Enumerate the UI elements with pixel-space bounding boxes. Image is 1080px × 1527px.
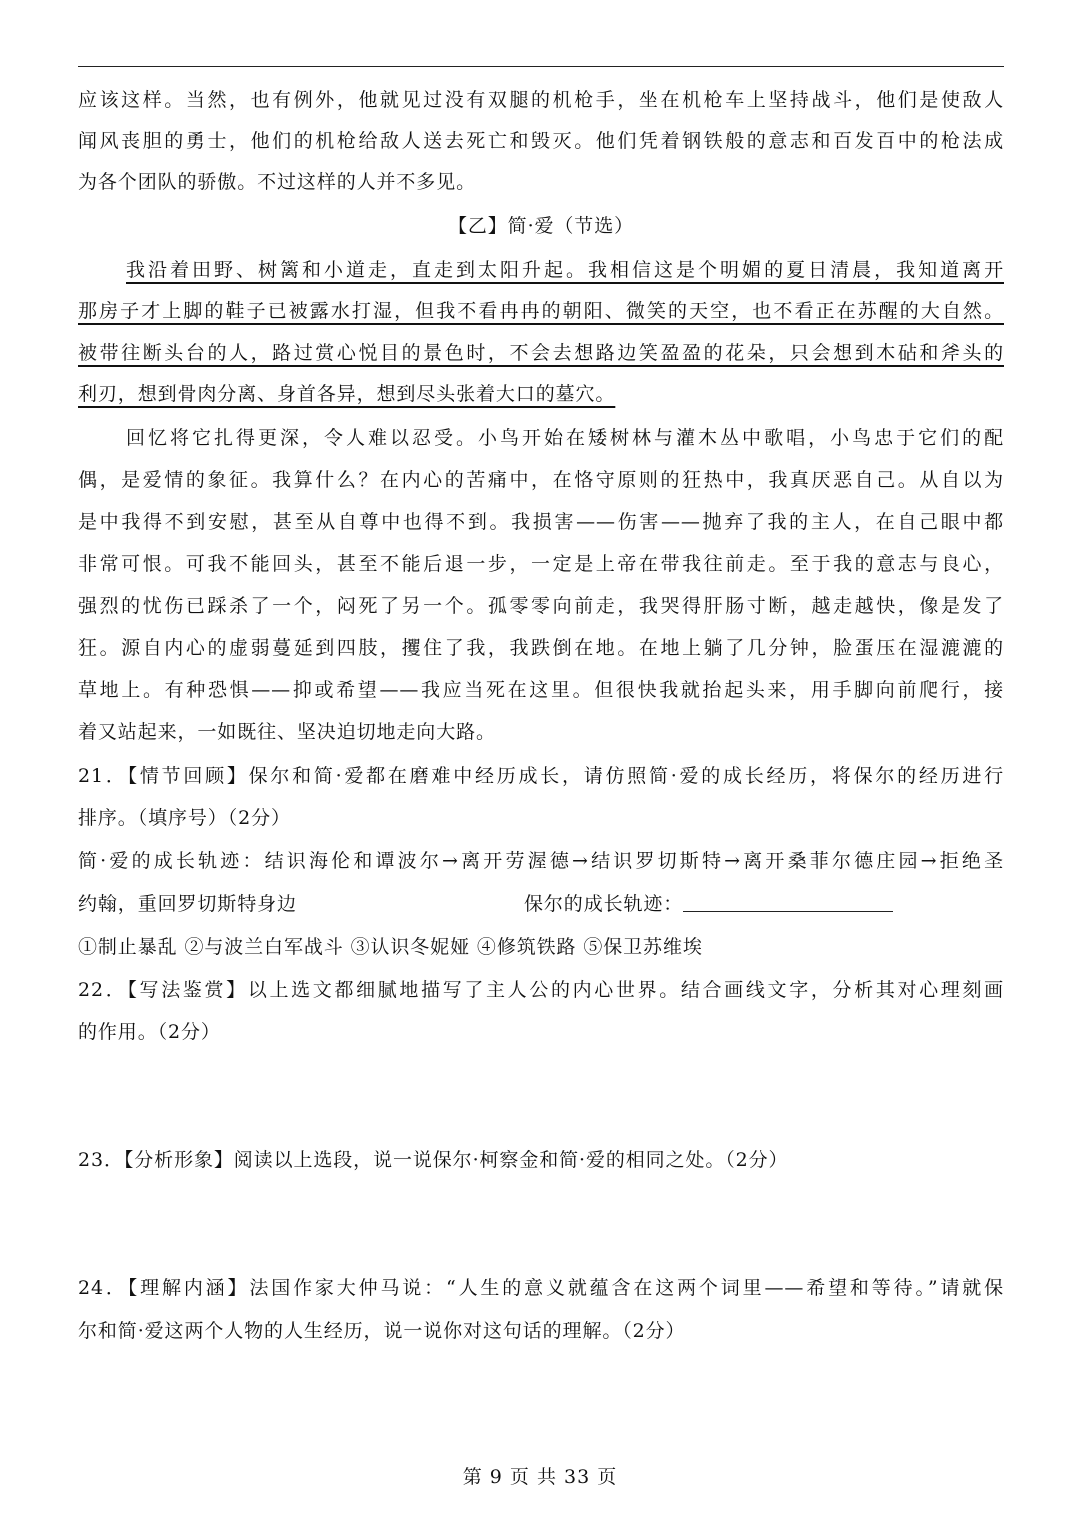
question-24: 24．【理解内涵】法国作家大仲马说：“人生的意义就蕴含在这两个词里——希望和等待。”请就保 [78,1277,1004,1299]
text-line: 闻风丧胆的勇士，他们的机枪给敌人送去死亡和毁灭。他们凭着钢铁般的意志和百发百中的枪法成 [78,130,1004,152]
question-23: 23．【分析形象】阅读以上选段，说一说保尔·柯察金和简·爱的相同之处。（2分） [78,1149,789,1171]
jane-track: 简·爱的成长轨迹：结识海伦和谭波尔→离开劳渥德→结识罗切斯特→离开桑菲尔德庄园→拒绝圣 [78,850,1004,872]
underlined-line-wrap [78,253,1004,287]
underlined-text: 我沿着田野、树篱和小道走，直走到太阳升起。我相信这是个明媚的夏日清晨，我知道离开 [126,259,1004,281]
underlined-text: 利刃，想到骨肉分离、身首各异，想到尽头张着大口的墓穴。 [78,383,616,405]
text-line: 应该这样。当然，也有例外，他就见过没有双腿的机枪手，坐在机枪车上坚持战斗，他们是使敌人 [78,89,1004,111]
text-line: 回忆将它扎得更深，令人难以忍受。小鸟开始在矮树林与灌木丛中歌唱，小鸟忠于它们的配 [126,427,1004,449]
page-number: 第 9 页 共 33 页 [462,1466,618,1488]
underlined-line-wrap [78,336,1004,370]
underlined-line-wrap [78,294,1004,328]
paul-track-row [524,887,924,921]
question-24-cont: 尔和简·爱这两个人物的人生经历，说一说你对这句话的理解。（2分） [78,1320,686,1342]
jane-track-end: 约翰，重回罗切斯特身边 [78,893,297,915]
question-22-cont: 的作用。（2分） [78,1021,221,1043]
text-line: 狂。源自内心的虚弱蔓延到四肢，攫住了我，我跌倒在地。在地上躺了几分钟，脸蛋压在湿漉漉的 [78,637,1004,659]
q21-options: ①制止暴乱 ②与波兰白军战斗 ③认识冬妮娅 ④修筑铁路 ⑤保卫苏维埃 [78,936,703,958]
answer-blank[interactable] [683,889,893,912]
underlined-line-wrap [78,377,1004,411]
question-21-cont: 排序。（填序号）（2分） [78,807,291,829]
text-line: 非常可恨。可我不能回头，甚至不能后退一步，一定是上帝在带我往前走。至于我的意志与良心， [78,553,1004,575]
question-22: 22．【写法鉴赏】以上选文都细腻地描写了主人公的内心世界。结合画线文字，分析其对心理刻画 [78,979,1004,1001]
section-title: 【乙】简·爱（节选） [447,215,635,237]
underlined-text: 被带往断头台的人，路过赏心悦目的景色时，不会去想路边笑盈盈的花朵，只会想到木砧和斧头的 [78,342,1004,364]
underlined-text: 那房子才上脚的鞋子已被露水打湿，但我不看冉冉的朝阳、微笑的天空，也不看正在苏醒的大自然。 [78,300,1004,322]
question-21: 21．【情节回顾】保尔和简·爱都在磨难中经历成长，请仿照简·爱的成长经历，将保尔的经历进行 [78,765,1004,787]
top-rule [78,66,1004,67]
text-line: 是中我得不到安慰，甚至从自尊中也得不到。我损害——伤害——抛弃了我的主人，在自己眼中都 [78,511,1004,533]
text-line: 强烈的忧伤已踩杀了一个，闷死了另一个。孤零零向前走，我哭得肝肠寸断，越走越快，像是发了 [78,595,1004,617]
text-line: 着又站起来，一如既往、坚决迫切地走向大路。 [78,721,496,743]
text-line: 为各个团队的骄傲。不过这样的人并不多见。 [78,171,477,193]
text-line: 草地上。有种恐惧——抑或希望——我应当死在这里。但很快我就抬起头来，用手脚向前爬行，接 [78,679,1004,701]
text-line: 偶，是爱情的象征。我算什么？在内心的苦痛中，在恪守原则的狂热中，我真厌恶自己。从自以为 [78,469,1004,491]
paul-track-label: 保尔的成长轨迹： [524,893,684,915]
